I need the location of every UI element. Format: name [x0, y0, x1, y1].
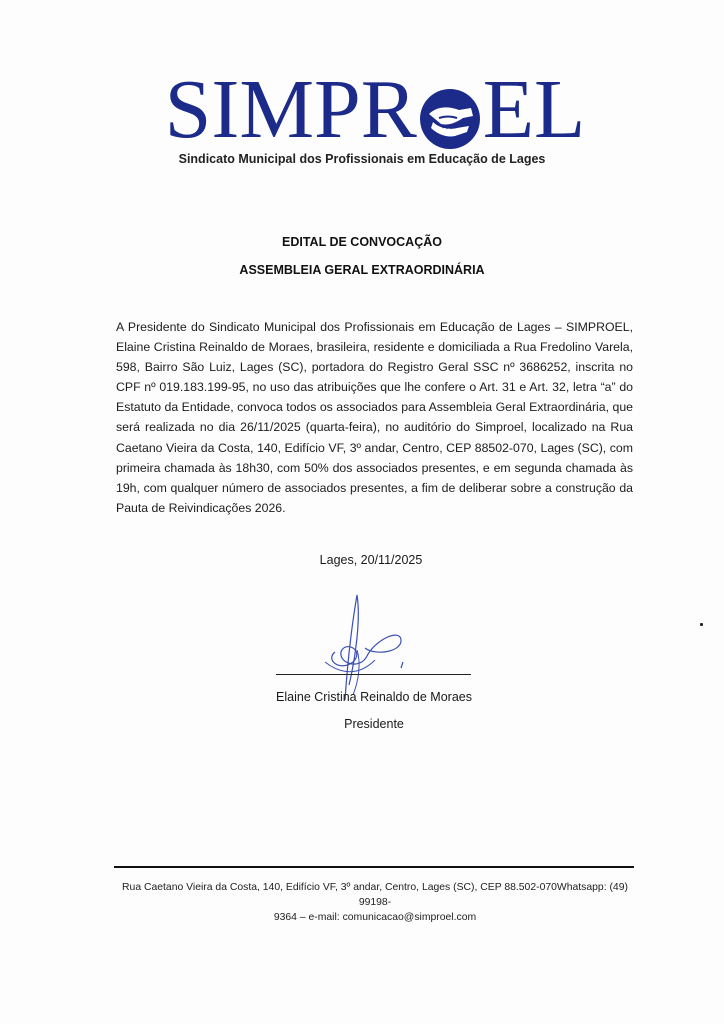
- simproel-logo: [164, 63, 586, 156]
- organization-name: Sindicato Municipal dos Profissionais em Educação de Lages: [178, 152, 546, 166]
- handshake-circle-icon: [419, 81, 481, 143]
- footer-divider: [114, 866, 634, 868]
- signer-role: Presidente: [344, 717, 404, 731]
- convocation-body: A Presidente do Sindicato Municipal dos Profissionais em Educação de Lages – SIMPROEL, Elaine Cristina Reinaldo de Moraes, brasileira, residente e domiciliada a Rua Fredolino Varela, 598, Bairro São Luiz, Lages (SC), portadora do Registro Geral SSC nº 3686252, inscrita no CPF nº 019.183.199-95, no uso das atribuições que lhe confere o Art. 31 e Art. 32, letra “a” do Estatuto da Entidade, convoca todos os associados para Assembleia Geral Extraordinária, que será realizada no dia 26/11/2025 (quarta-feira), no auditório do Simproel, localizado na Rua Caetano Vieira da Costa, 140, Edifício VF, 3º andar, Centro, CEP 88502-070, Lages (SC), com primeira chamada às 18h30, com 50% dos associados presentes, e em segunda chamada às 19h, com qualquer número de associados presentes, a fim de deliberar sobre a construção da Pauta de Reivindicações 2026.: [116, 320, 633, 515]
- footer-email: 9364 – e-mail: comunicacao@simproel.com: [273, 912, 477, 923]
- footer-address: Rua Caetano Vieira da Costa, 140, Edifício VF, 3º andar, Centro, Lages (SC), CEP 88.502-070Whatsapp: (49) 99198-: [122, 882, 628, 908]
- footer-contact: [110, 880, 640, 925]
- document-subtitle: ASSEMBLEIA GERAL EXTRAORDINÁRIA: [239, 263, 485, 277]
- place-date: Lages, 20/11/2025: [319, 553, 423, 567]
- signer-name: Elaine Cristina Reinaldo de Moraes: [276, 690, 472, 704]
- signature-line: [276, 674, 471, 675]
- scan-speck: [700, 623, 703, 626]
- logo-text-right: EL: [482, 63, 586, 156]
- document-title: EDITAL DE CONVOCAÇÃO: [282, 235, 442, 249]
- logo-text-left: SIMPR: [164, 63, 417, 156]
